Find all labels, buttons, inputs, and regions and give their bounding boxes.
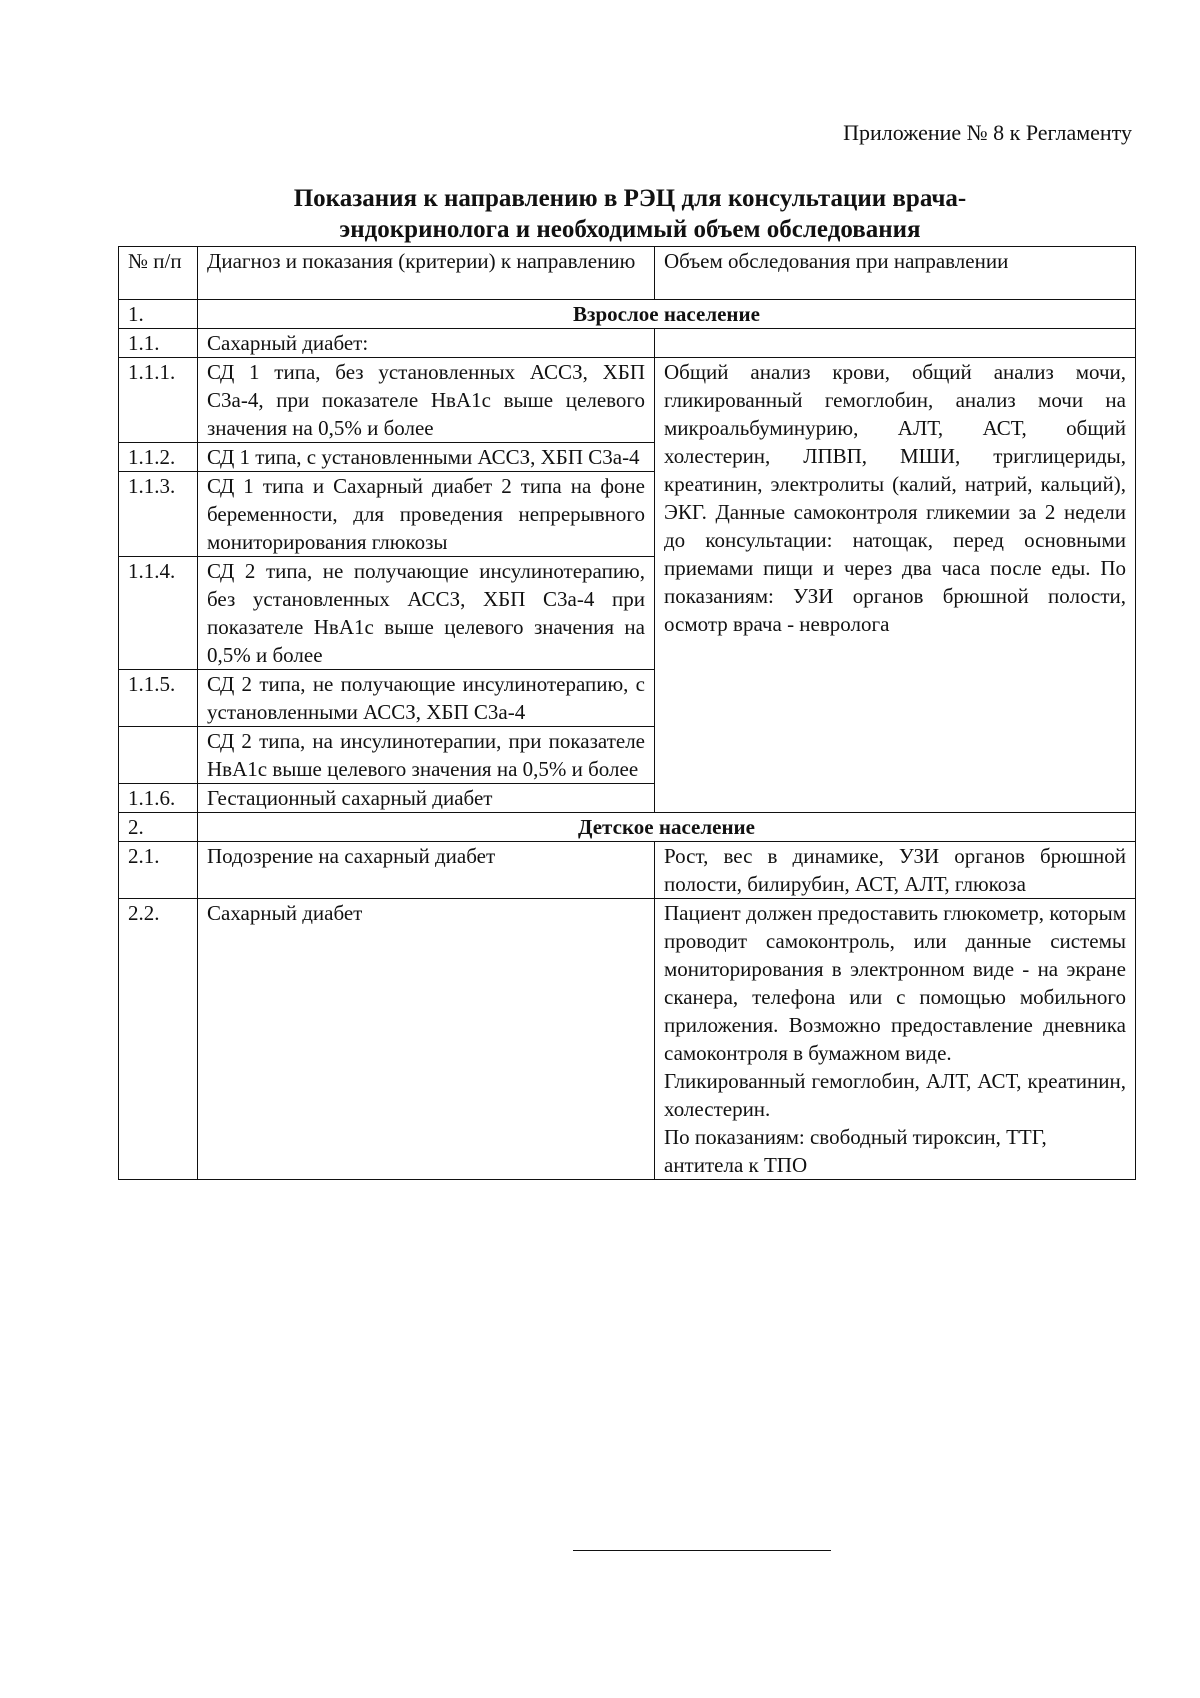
adult-volume: Общий анализ крови, общий анализ мочи, гликированный гемоглобин, анализ мочи на микроальбуминурию, АЛТ, АСТ, общий холестерин, ЛПВП, МШИ, триглицериды, креатинин, электролиты (калий, натрий, кальций), ЭКГ. Данные самоконтроля гликемии за 2 недели до консультации: натощак, перед основными приемами пищи и через два часа после еды. По показаниям: УЗИ органов брюшной полости, осмотр врача - невролога xyxy=(655,358,1136,813)
row-diagnosis: Сахарный диабет: xyxy=(198,329,655,358)
row-num: 1.1.3. xyxy=(119,472,198,557)
title-line-2: эндокринолога и необходимый объем обследования xyxy=(339,216,921,243)
row-diagnosis: СД 2 типа, не получающие инсулинотерапию, с установленными АССЗ, ХБП С3а-4 xyxy=(198,670,655,727)
header-diagnosis: Диагноз и показания (критерии) к направлению xyxy=(198,247,655,300)
row-num: 1.1. xyxy=(119,329,198,358)
document-title xyxy=(180,183,1080,245)
section-num: 2. xyxy=(119,813,198,842)
section-row-adult xyxy=(119,300,1136,329)
row-diagnosis: СД 2 типа, на инсулинотерапии, при показателе НвА1с выше целевого значения на 0,5% и более xyxy=(198,727,655,784)
row-num: 1.1.5. xyxy=(119,670,198,727)
section-label: Детское население xyxy=(198,813,1136,842)
row-num: 1.1.6. xyxy=(119,784,198,813)
table-row xyxy=(119,358,1136,443)
section-num: 1. xyxy=(119,300,198,329)
row-diagnosis: Сахарный диабет xyxy=(198,899,655,1180)
title-line-1: Показания к направлению в РЭЦ для консультации врача- xyxy=(293,185,967,212)
row-num: 1.1.4. xyxy=(119,557,198,670)
row-volume: Рост, вес в динамике, УЗИ органов брюшной полости, билирубин, АСТ, АЛТ, глюкоза xyxy=(655,842,1136,899)
volume-paragraph: По показаниям: свободный тироксин, ТТГ, антитела к ТПО xyxy=(664,1125,1047,1177)
row-num xyxy=(119,727,198,784)
row-diagnosis: СД 1 типа и Сахарный диабет 2 типа на фоне беременности, для проведения непрерывного мониторирования глюкозы xyxy=(198,472,655,557)
row-volume xyxy=(655,899,1136,1180)
section-label: Взрослое население xyxy=(198,300,1136,329)
volume-paragraph: Гликированный гемоглобин, АЛТ, АСТ, креатинин, холестерин. xyxy=(664,1069,1126,1121)
row-diagnosis: СД 2 типа, не получающие инсулинотерапию, без установленных АССЗ, ХБП С3а-4 при показателе НвА1с выше целевого значения на 0,5% и более xyxy=(198,557,655,670)
row-volume-empty xyxy=(655,329,1136,358)
row-num: 2.1. xyxy=(119,842,198,899)
appendix-label: Приложение № 8 к Регламенту xyxy=(843,120,1132,145)
table-row xyxy=(119,329,1136,358)
row-diagnosis: СД 1 типа, без установленных АССЗ, ХБП С3а-4, при показателе НвА1с выше целевого значения на 0,5% и более xyxy=(198,358,655,443)
header-num: № п/п xyxy=(119,247,198,300)
row-diagnosis: Подозрение на сахарный диабет xyxy=(198,842,655,899)
footer-rule xyxy=(573,1550,831,1551)
indications-table xyxy=(118,246,1136,1180)
table-row xyxy=(119,842,1136,899)
section-row-child xyxy=(119,813,1136,842)
row-num: 1.1.1. xyxy=(119,358,198,443)
table-row xyxy=(119,899,1136,1180)
row-diagnosis: Гестационный сахарный диабет xyxy=(198,784,655,813)
header-volume: Объем обследования при направлении xyxy=(655,247,1136,300)
row-num: 2.2. xyxy=(119,899,198,1180)
row-num: 1.1.2. xyxy=(119,443,198,472)
table-header-row xyxy=(119,247,1136,300)
volume-paragraph: Пациент должен предоставить глюкометр, которым проводит самоконтроль, или данные системы мониторирования в электронном виде - на экране сканера, телефона или с помощью мобильного приложения. Возможно предоставление дневника самоконтроля в бумажном виде. xyxy=(664,901,1126,1065)
row-diagnosis: СД 1 типа, с установленными АССЗ, ХБП С3а-4 xyxy=(198,443,655,472)
